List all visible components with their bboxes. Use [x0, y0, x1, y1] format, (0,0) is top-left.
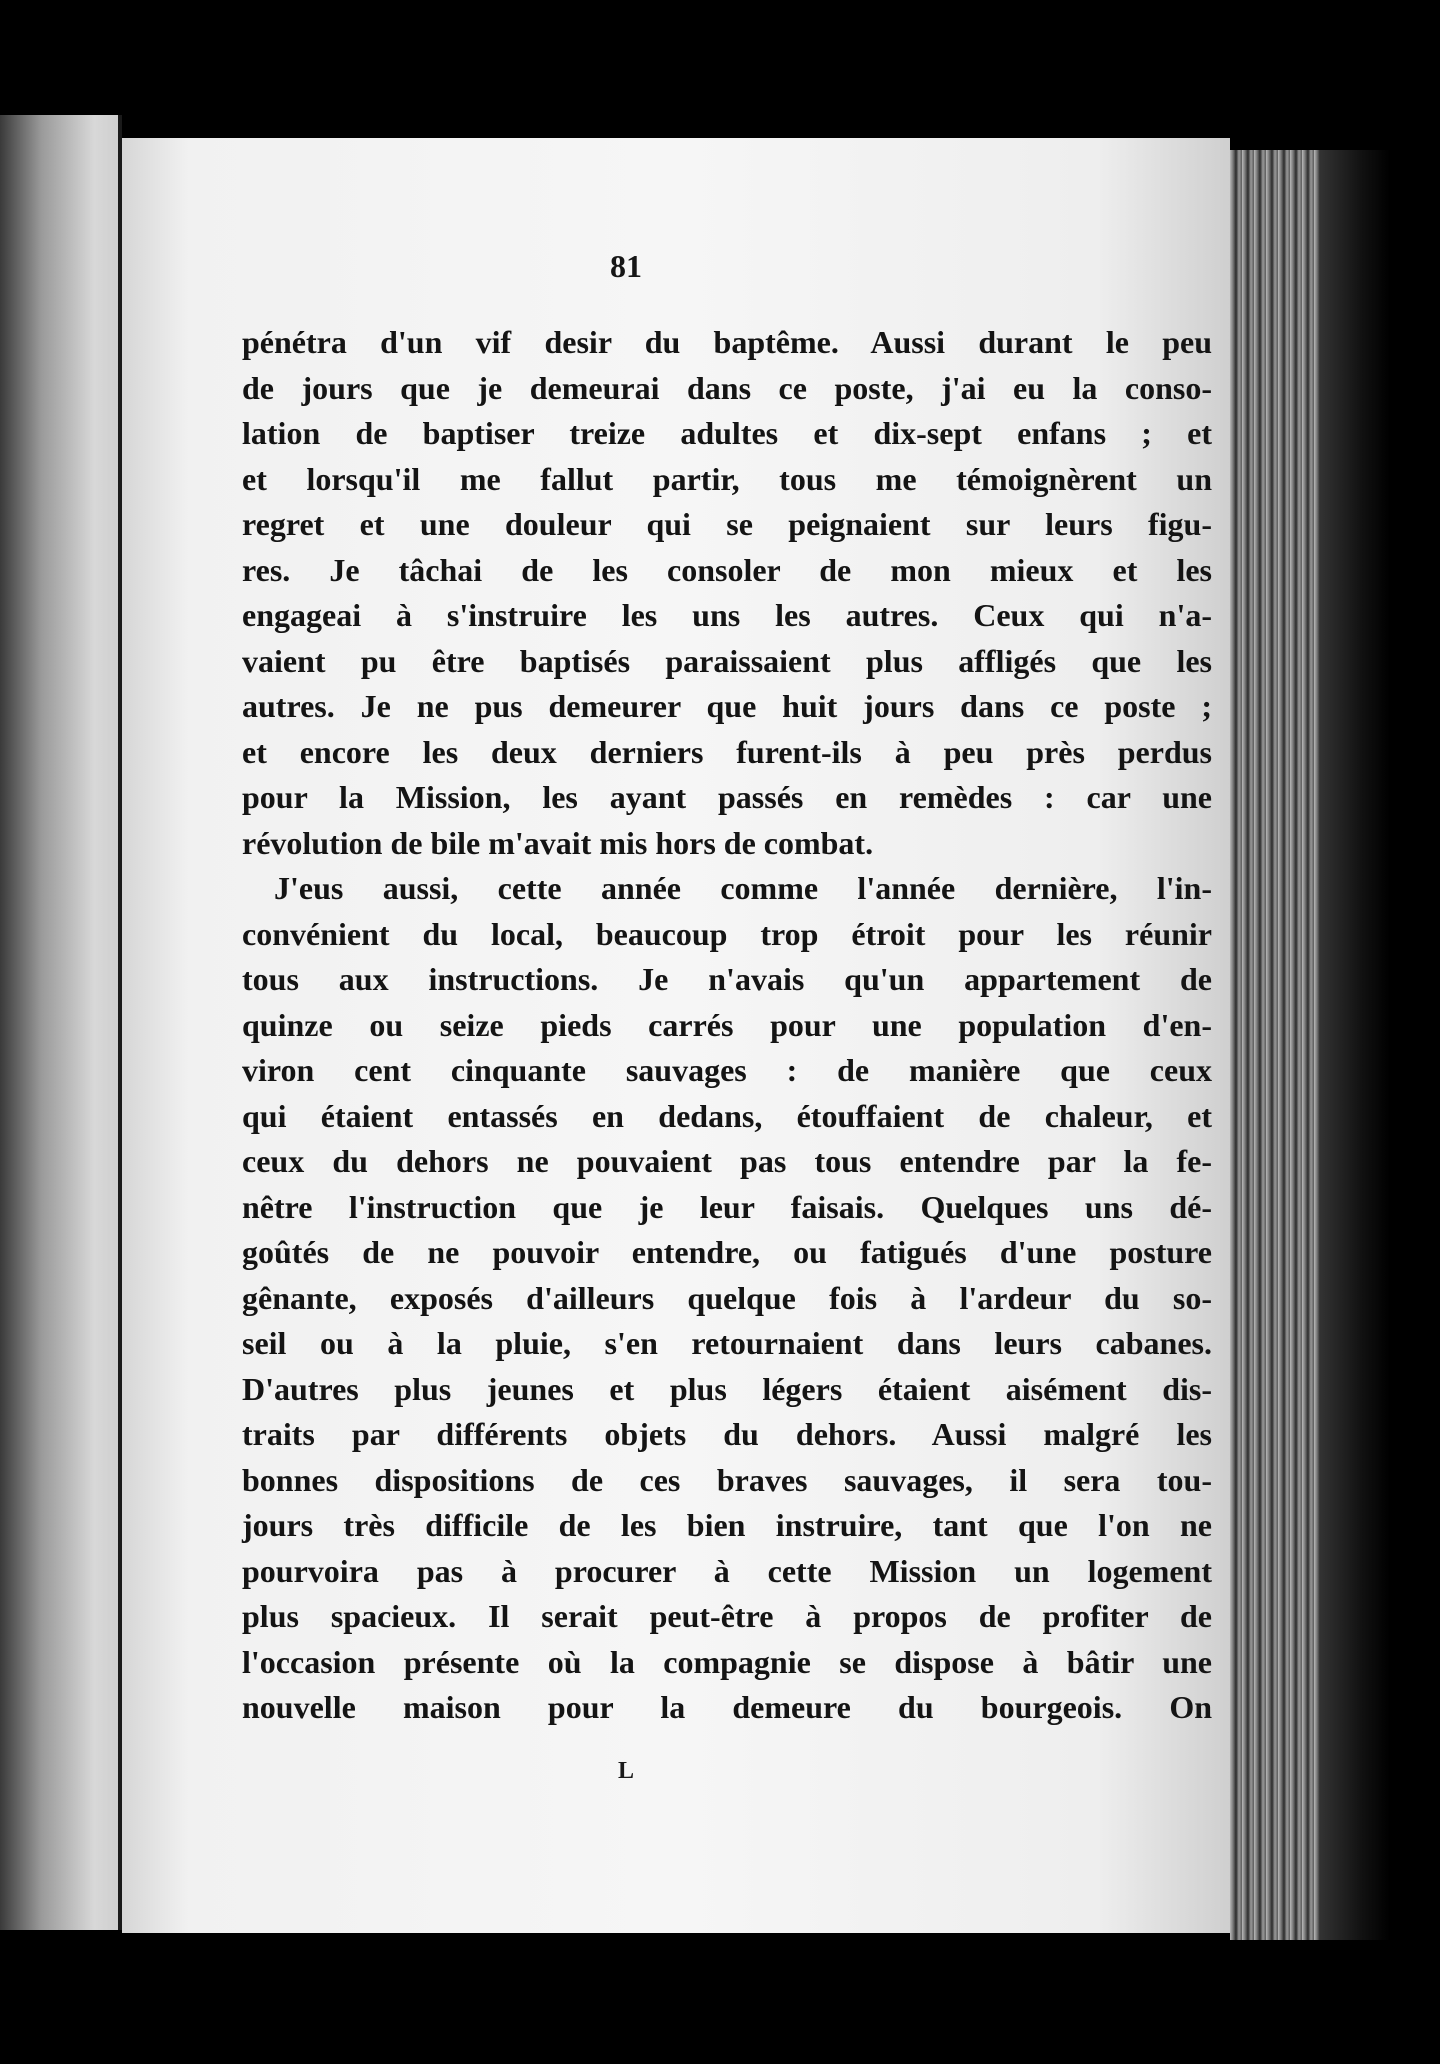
- text-line: viron cent cinquante sauvages : de manière que ceux: [242, 1052, 1212, 1088]
- text-line: traits par différents objets du dehors. Aussi malgré les: [242, 1416, 1212, 1452]
- text-line: D'autres plus jeunes et plus légers étaient aisément dis-: [242, 1370, 1212, 1407]
- page-number: 81: [610, 248, 642, 284]
- book-page: [122, 138, 1230, 1933]
- text-line: qui étaient entassés en dedans, étouffaient de chaleur, et: [242, 1097, 1212, 1134]
- text-line: goûtés de ne pouvoir entendre, ou fatigués d'une posture: [242, 1234, 1212, 1270]
- text-line: pourvoira pas à procurer à cette Mission un logement: [242, 1552, 1212, 1589]
- text-line: pour la Mission, les ayant passés en remèdes : car une: [242, 779, 1212, 815]
- text-line: convénient du local, beaucoup trop étroit pour les réunir: [242, 915, 1212, 952]
- text-line: nouvelle maison pour la demeure du bourgeois. On: [242, 1689, 1212, 1725]
- text-line: jours très difficile de les bien instruire, tant que l'on ne: [242, 1507, 1212, 1543]
- previous-page-edge: [0, 115, 118, 1930]
- text-line: plus spacieux. Il serait peut-être à propos de profiter de: [242, 1598, 1212, 1634]
- text-line: nêtre l'instruction que je leur faisais. Quelques uns dé-: [242, 1188, 1212, 1225]
- text-line: J'eus aussi, cette année comme l'année dernière, l'in-: [274, 870, 1212, 906]
- signature-mark: L: [617, 1758, 634, 1784]
- text-line: res. Je tâchai de les consoler de mon mieux et les: [242, 551, 1212, 588]
- text-line: seil ou à la pluie, s'en retournaient dans leurs cabanes.: [242, 1325, 1212, 1361]
- binding-shadow: [1320, 150, 1390, 1940]
- text-line: et encore les deux derniers furent-ils à peu près perdus: [242, 733, 1212, 770]
- text-line: révolution de bile m'avait mis hors de combat.: [242, 824, 874, 861]
- text-line: regret et une douleur qui se peignaient sur leurs figu-: [242, 506, 1212, 542]
- text-line: quinze ou seize pieds carrés pour une population d'en-: [242, 1006, 1212, 1043]
- text-line: et lorsqu'il me fallut partir, tous me témoignèrent un: [242, 460, 1212, 497]
- body-text: [242, 320, 1212, 1731]
- text-line: vaient pu être baptisés paraissaient plus affligés que les: [242, 642, 1212, 679]
- text-line: autres. Je ne pus demeurer que huit jours dans ce poste ;: [242, 688, 1212, 724]
- text-line: pénétra d'un vif desir du baptême. Aussi durant le peu: [242, 324, 1212, 360]
- text-line: lation de baptiser treize adultes et dix-sept enfans ; et: [242, 415, 1212, 451]
- text-line: ceux du dehors ne pouvaient pas tous entendre par la fe-: [242, 1143, 1212, 1179]
- text-line: de jours que je demeurai dans ce poste, j'ai eu la conso-: [242, 369, 1212, 406]
- text-line: gênante, exposés d'ailleurs quelque fois à l'ardeur du so-: [242, 1279, 1212, 1316]
- text-line: l'occasion présente où la compagnie se dispose à bâtir une: [242, 1643, 1212, 1680]
- text-line: bonnes dispositions de ces braves sauvages, il sera tou-: [242, 1461, 1212, 1498]
- text-line: engageai à s'instruire les uns les autres. Ceux qui n'a-: [242, 597, 1212, 633]
- text-line: tous aux instructions. Je n'avais qu'un appartement de: [242, 961, 1212, 997]
